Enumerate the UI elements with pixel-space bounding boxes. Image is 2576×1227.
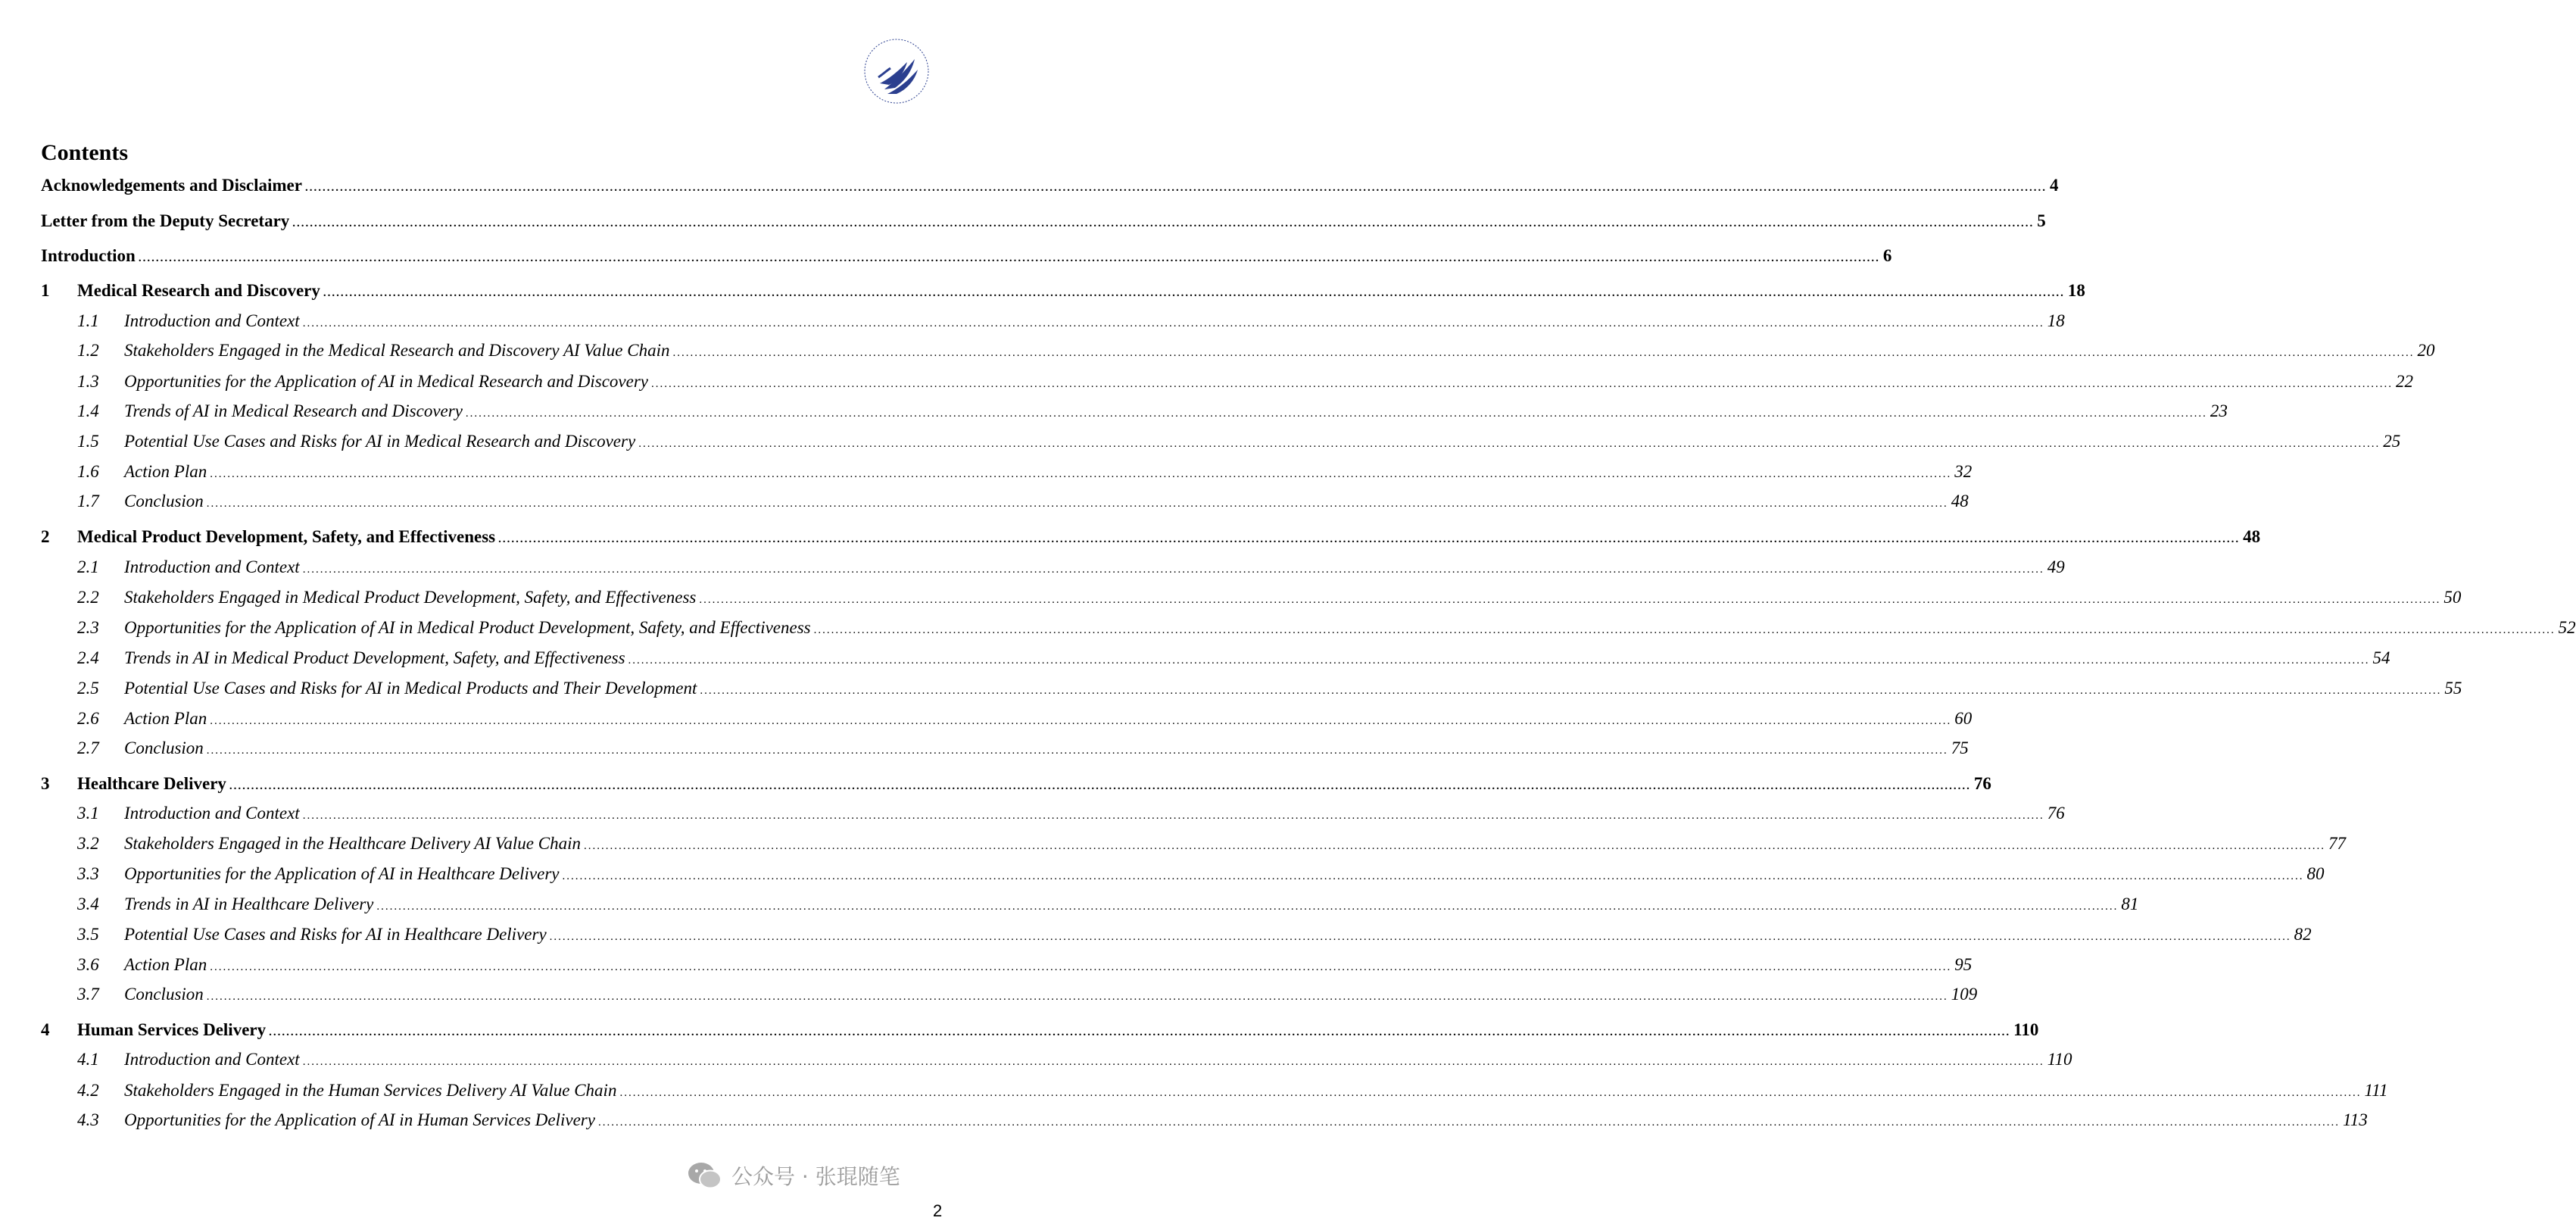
toc-page: 76	[2047, 804, 2065, 823]
toc-subsection[interactable]	[41, 1081, 2388, 1104]
dot-leader: ................................................................................................................................................................................................................................................................................................................................................................................................................	[304, 182, 2047, 194]
toc-title: Introduction	[41, 246, 136, 265]
toc-page: 82	[2294, 925, 2312, 944]
dot-leader: ................................................................................................................................................................................................................................................................................................................................................................................................................	[597, 1116, 2340, 1129]
dot-leader: ................................................................................................................................................................................................................................................................................................................................................................................................................	[465, 407, 2207, 420]
toc-page: 6	[1882, 246, 1892, 265]
dot-leader: ................................................................................................................................................................................................................................................................................................................................................................................................................	[269, 1026, 2011, 1038]
dot-leader: ................................................................................................................................................................................................................................................................................................................................................................................................................	[700, 685, 2442, 697]
toc-entry[interactable]	[41, 176, 2059, 198]
toc-title: Action Plan	[124, 709, 207, 728]
dot-leader: ................................................................................................................................................................................................................................................................................................................................................................................................................	[549, 931, 2291, 943]
toc-page: 49	[2047, 557, 2065, 576]
toc-subsection[interactable]	[41, 588, 2462, 610]
toc-number: 2.1	[77, 557, 99, 576]
toc-title: Opportunities for the Application of AI in Medical Research and Discovery	[124, 372, 649, 391]
toc-chapter[interactable]	[41, 774, 1991, 797]
toc-number: 1.1	[77, 311, 99, 330]
toc-number: 2.2	[77, 588, 99, 607]
toc-number: 1	[41, 281, 50, 300]
toc-page: 76	[1973, 774, 1991, 793]
toc-page: 111	[2364, 1081, 2388, 1100]
toc-page: 60	[1954, 709, 1973, 728]
toc-number: 1.4	[77, 401, 99, 420]
dot-leader: ................................................................................................................................................................................................................................................................................................................................................................................................................	[376, 901, 2119, 913]
toc-number: 2.3	[77, 618, 99, 637]
toc-page: 80	[2306, 864, 2325, 883]
toc-page: 22	[2396, 372, 2414, 391]
toc-page: 52	[2558, 618, 2576, 637]
toc-subsection[interactable]	[41, 432, 2401, 454]
toc-number: 4.3	[77, 1110, 99, 1129]
toc-page: 23	[2210, 401, 2228, 420]
toc-number: 1.3	[77, 372, 99, 391]
toc-title: Acknowledgements and Disclaimer	[41, 176, 302, 195]
toc-page: 18	[2047, 311, 2065, 330]
toc-title: Introduction and Context	[124, 1050, 300, 1069]
dot-leader: ................................................................................................................................................................................................................................................................................................................................................................................................................	[292, 217, 2035, 229]
dot-leader: ................................................................................................................................................................................................................................................................................................................................................................................................................	[628, 654, 2370, 667]
toc-subsection[interactable]	[41, 738, 1969, 761]
dot-leader: ................................................................................................................................................................................................................................................................................................................................................................................................................	[138, 252, 1880, 264]
toc-subsection[interactable]	[41, 679, 2462, 701]
dot-leader: ................................................................................................................................................................................................................................................................................................................................................................................................................	[206, 991, 1948, 1003]
toc-subsection[interactable]	[41, 401, 2228, 424]
toc-number: 2.6	[77, 709, 99, 728]
page-number: 2	[933, 1201, 943, 1220]
toc-number: 4.2	[77, 1081, 99, 1100]
toc-number: 3.6	[77, 955, 99, 974]
dot-leader: ................................................................................................................................................................................................................................................................................................................................................................................................................	[206, 745, 1948, 757]
toc-subsection[interactable]	[41, 804, 2065, 826]
toc-number: 3.3	[77, 864, 99, 883]
toc-entry[interactable]	[41, 211, 2046, 234]
toc-page: 48	[1951, 492, 1969, 510]
watermark	[686, 1160, 900, 1191]
toc-subsection[interactable]	[41, 1050, 2072, 1072]
toc-page: 110	[2013, 1020, 2039, 1039]
toc-subsection[interactable]	[41, 925, 2312, 948]
toc-number: 2.5	[77, 679, 99, 698]
toc-title: Potential Use Cases and Risks for AI in Medical Research and Discovery	[124, 432, 636, 451]
toc-title: Stakeholders Engaged in Medical Product Development, Safety, and Effectiveness	[124, 588, 697, 607]
toc-title: Conclusion	[124, 738, 204, 757]
toc-title: Action Plan	[124, 462, 207, 481]
dot-leader: ................................................................................................................................................................................................................................................................................................................................................................................................................	[210, 468, 1952, 480]
toc-number: 2	[41, 527, 50, 546]
toc-page: 50	[2443, 588, 2462, 607]
toc-number: 1.6	[77, 462, 99, 481]
toc-subsection[interactable]	[41, 341, 2435, 364]
toc-page: 48	[2243, 527, 2261, 546]
toc-subsection[interactable]	[41, 311, 2065, 334]
toc-entry[interactable]	[41, 246, 1892, 269]
toc-page: 77	[2328, 834, 2346, 853]
toc-subsection[interactable]	[41, 492, 1969, 514]
toc-page: 95	[1954, 955, 1973, 974]
toc-number: 2.4	[77, 648, 99, 667]
toc-title: Stakeholders Engaged in the Medical Research and Discovery AI Value Chain	[124, 341, 670, 360]
toc-number: 3	[41, 774, 50, 793]
toc-subsection[interactable]	[41, 618, 2576, 641]
toc-subsection[interactable]	[41, 462, 1973, 485]
toc-page: 113	[2342, 1110, 2368, 1129]
toc-page: 54	[2372, 648, 2390, 667]
toc-page: 109	[1951, 985, 1978, 1004]
dot-leader: ................................................................................................................................................................................................................................................................................................................................................................................................................	[210, 961, 1952, 973]
toc-title: Introduction and Context	[124, 804, 300, 823]
toc-page: 25	[2383, 432, 2401, 451]
toc-number: 2.7	[77, 738, 99, 757]
watermark-text: 公众号 · 张琨随笔	[731, 1164, 900, 1189]
dot-leader: ................................................................................................................................................................................................................................................................................................................................................................................................................	[699, 594, 2441, 606]
dot-leader: ................................................................................................................................................................................................................................................................................................................................................................................................................	[672, 347, 2415, 359]
dot-leader: ................................................................................................................................................................................................................................................................................................................................................................................................................	[638, 438, 2381, 450]
toc-title: Conclusion	[124, 492, 204, 510]
toc-page: 20	[2417, 341, 2435, 360]
toc-page: 18	[2067, 281, 2085, 300]
dot-leader: ................................................................................................................................................................................................................................................................................................................................................................................................................	[206, 498, 1948, 510]
toc-title: Medical Research and Discovery	[77, 281, 320, 300]
dot-leader: ................................................................................................................................................................................................................................................................................................................................................................................................................	[583, 840, 2325, 852]
toc-subsection[interactable]	[41, 1110, 2368, 1133]
toc-page: 110	[2047, 1050, 2072, 1069]
toc-number: 3.1	[77, 804, 99, 823]
toc-subsection[interactable]	[41, 864, 2325, 887]
dot-leader: ................................................................................................................................................................................................................................................................................................................................................................................................................	[229, 780, 1971, 792]
toc-page: 81	[2121, 894, 2139, 913]
toc-number: 3.4	[77, 894, 99, 913]
toc-chapter[interactable]	[41, 281, 2085, 304]
toc-subsection[interactable]	[41, 372, 2414, 395]
toc-subsection[interactable]	[41, 985, 1978, 1007]
dot-leader: ................................................................................................................................................................................................................................................................................................................................................................................................................	[302, 1056, 2044, 1068]
dot-leader: ................................................................................................................................................................................................................................................................................................................................................................................................................	[562, 870, 2304, 882]
dot-leader: ................................................................................................................................................................................................................................................................................................................................................................................................................	[302, 317, 2044, 329]
toc-number: 3.2	[77, 834, 99, 853]
toc-subsection[interactable]	[41, 834, 2346, 857]
toc-subsection[interactable]	[41, 709, 1973, 732]
toc-title: Action Plan	[124, 955, 207, 974]
contents-heading: Contents	[41, 140, 129, 165]
dot-leader: ................................................................................................................................................................................................................................................................................................................................................................................................................	[619, 1087, 2362, 1099]
toc-subsection[interactable]	[41, 955, 1973, 978]
toc-number: 1.2	[77, 341, 99, 360]
toc-title: Conclusion	[124, 985, 204, 1004]
dot-leader: ................................................................................................................................................................................................................................................................................................................................................................................................................	[498, 533, 2241, 545]
dot-leader: ................................................................................................................................................................................................................................................................................................................................................................................................................	[813, 624, 2556, 636]
toc-title: Opportunities for the Application of AI in Healthcare Delivery	[124, 864, 560, 883]
toc-title: Introduction and Context	[124, 311, 300, 330]
dot-leader: ................................................................................................................................................................................................................................................................................................................................................................................................................	[302, 564, 2044, 576]
toc-number: 1.7	[77, 492, 99, 510]
toc-page: 5	[2037, 211, 2046, 230]
toc-page: 75	[1951, 738, 1969, 757]
toc-title: Introduction and Context	[124, 557, 300, 576]
toc-title: Stakeholders Engaged in the Human Services Delivery AI Value Chain	[124, 1081, 617, 1100]
toc-title: Human Services Delivery	[77, 1020, 267, 1039]
toc-number: 4	[41, 1020, 50, 1039]
toc-title: Trends of AI in Medical Research and Discovery	[124, 401, 463, 420]
dot-leader: ................................................................................................................................................................................................................................................................................................................................................................................................................	[302, 810, 2044, 822]
toc-page: 55	[2444, 679, 2462, 698]
toc-title: Healthcare Delivery	[77, 774, 226, 793]
toc-number: 1.5	[77, 432, 99, 451]
hhs-seal-logo	[862, 36, 931, 106]
toc-title: Opportunities for the Application of AI in Human Services Delivery	[124, 1110, 595, 1129]
toc-title: Stakeholders Engaged in the Healthcare Delivery AI Value Chain	[124, 834, 581, 853]
toc-title: Trends in AI in Medical Product Development, Safety, and Effectiveness	[124, 648, 625, 667]
toc-title: Letter from the Deputy Secretary	[41, 211, 290, 230]
toc-chapter[interactable]	[41, 527, 2261, 550]
toc-number: 3.5	[77, 925, 99, 944]
wechat-icon	[686, 1160, 724, 1191]
dot-leader: ................................................................................................................................................................................................................................................................................................................................................................................................................	[323, 287, 2065, 299]
toc-page: 32	[1954, 462, 1973, 481]
toc-subsection[interactable]	[41, 894, 2139, 917]
dot-leader: ................................................................................................................................................................................................................................................................................................................................................................................................................	[651, 378, 2394, 390]
toc-subsection[interactable]	[41, 648, 2390, 671]
toc-title: Trends in AI in Healthcare Delivery	[124, 894, 374, 913]
toc-chapter[interactable]	[41, 1020, 2039, 1043]
toc-subsection[interactable]	[41, 557, 2065, 580]
toc-number: 3.7	[77, 985, 99, 1004]
toc-title: Medical Product Development, Safety, and Effectiveness	[77, 527, 496, 546]
dot-leader: ................................................................................................................................................................................................................................................................................................................................................................................................................	[210, 715, 1952, 727]
toc-title: Potential Use Cases and Risks for AI in Medical Products and Their Development	[124, 679, 697, 698]
toc-number: 4.1	[77, 1050, 99, 1069]
toc-page: 4	[2049, 176, 2059, 195]
toc-title: Opportunities for the Application of AI in Medical Product Development, Safety, and Effectiveness	[124, 618, 811, 637]
toc-title: Potential Use Cases and Risks for AI in Healthcare Delivery	[124, 925, 547, 944]
